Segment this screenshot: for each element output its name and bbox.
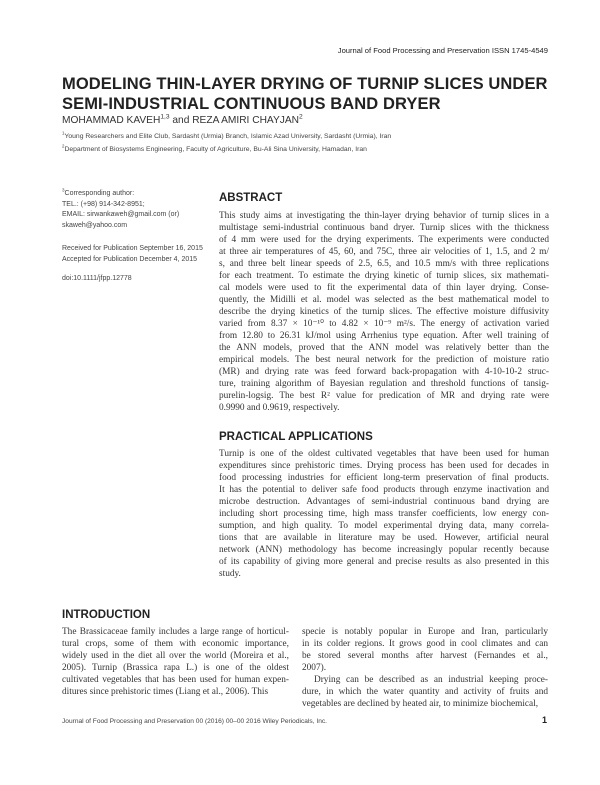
text-line: the ANN models, proved that the ANN model was relatively better than the bbox=[219, 343, 549, 353]
text-line: widely used in the diet all over the world (Moreira et al., bbox=[62, 651, 289, 661]
text-line: ture, training algorithm of Bayesian regulation and threshold functions of tansig- bbox=[219, 379, 549, 389]
accepted-date: Accepted for Publication December 4, 2015 bbox=[62, 255, 198, 263]
author-affiliation-mark: 1,3 bbox=[160, 113, 170, 121]
text-line: specie is notably popular in Europe and Iran, particularly bbox=[302, 627, 548, 637]
paper-title bbox=[62, 74, 548, 114]
publication-dates bbox=[62, 244, 203, 265]
text-line: cal models were used to fit the experimental data of thin layer drying. Conse- bbox=[219, 283, 549, 293]
doi[interactable]: doi:10.1111/jfpp.12778 bbox=[62, 275, 132, 282]
text-line: including short processing time, high mass transfer coefficients, low energy con- bbox=[219, 509, 549, 519]
abstract-heading: ABSTRACT bbox=[219, 192, 283, 204]
text-line: at three air temperatures of 45, 60, and 75C, three air velocities of 1, 1.5, and 2 m/ bbox=[219, 247, 549, 257]
text-line: dure, in which the water quantity and activity of fruits and bbox=[302, 687, 548, 697]
journal-header: Journal of Food Processing and Preservation ISSN 1745-4549 bbox=[337, 46, 548, 55]
author-conjunction: and bbox=[169, 115, 193, 126]
text-line: food processing industries for efficient long-term preservation of final products. bbox=[219, 473, 549, 483]
footer-citation: Journal of Food Processing and Preservation 00 (2016) 00–00 2016 Wiley Periodicals, Inc. bbox=[62, 718, 327, 725]
author-list bbox=[62, 115, 303, 126]
introduction-left-column bbox=[62, 626, 289, 698]
practical-applications-body bbox=[219, 448, 549, 580]
text-line: purelin-logsig. The best R² value for predication of MR and drying rate were bbox=[219, 391, 549, 401]
text-line: network (ANN) methodology has become increasingly popular recently because bbox=[219, 545, 549, 555]
affiliation-text: Department of Biosystems Engineering, Faculty of Agriculture, Bu-Ali Sina University, Hamadan, Iran bbox=[64, 146, 367, 153]
title-line: MODELING THIN-LAYER DRYING OF TURNIP SLICES UNDER bbox=[62, 75, 548, 93]
footnote-mark: 3 bbox=[62, 187, 65, 193]
text-line: 0.9990 and 0.9619, respectively. bbox=[219, 403, 340, 413]
affiliation-mark: 2 bbox=[62, 143, 65, 149]
text-line: from 12.80 to 26.31 kJ/mol using Arrhenius type equation. After well training of bbox=[219, 331, 549, 341]
text-line: study. bbox=[219, 569, 241, 579]
affiliation bbox=[62, 143, 367, 153]
introduction-right-column bbox=[302, 626, 548, 710]
affiliation bbox=[62, 130, 392, 140]
text-line: 2007). bbox=[302, 663, 327, 673]
text-line: for each treatment. To estimate the drying kinetic of turnip slices, six mathemati- bbox=[219, 271, 549, 281]
text-line: 2005). Turnip (Brassica rapa L.) is one of the oldest bbox=[62, 663, 289, 673]
text-line: tions that are available in literature may be used. However, artificial neural bbox=[219, 533, 549, 543]
received-date: Received for Publication September 16, 2015 bbox=[62, 245, 203, 252]
text-line: sumption, and high quality. To model experimental drying data, many correla- bbox=[219, 521, 549, 531]
text-line: quently, the Midilli et al. model was selected as the best mathematical model to bbox=[219, 295, 549, 305]
corresponding-author-note bbox=[62, 189, 179, 231]
author-name: MOHAMMAD KAVEH bbox=[62, 115, 161, 126]
text-line: describe the drying kinetics of the turnip slices. The effective moisture diffusivity bbox=[219, 307, 549, 317]
text-line: varied from 8.37 × 10⁻¹⁰ to 4.82 × 10⁻⁹ m²/s. The energy of activation varied bbox=[219, 319, 549, 329]
author-affiliation-mark: 2 bbox=[299, 113, 303, 121]
text-line: The Brassicaceae family includes a large range of horticul- bbox=[62, 627, 289, 637]
text-line: (MR) and drying rate was feed forward back-propagation with 4-10-10-2 struc- bbox=[219, 367, 549, 377]
affiliation-mark: 1 bbox=[62, 130, 65, 136]
text-line: ditures since prehistoric times (Liang et al., 2006). This bbox=[62, 687, 269, 697]
text-line: Drying can be described as an industrial keeping proce- bbox=[314, 675, 548, 685]
telephone: TEL.: (+98) 914-342-8951; bbox=[62, 200, 145, 208]
text-line: s, and three belt linear speeds of 2.5, 6.5, and 10.5 mm/s with three replications bbox=[219, 259, 549, 269]
introduction-heading: INTRODUCTION bbox=[62, 609, 151, 621]
text-line: expenditures since prehistoric times. Drying process has been used for decades in bbox=[219, 461, 549, 471]
title-line: SEMI-INDUSTRIAL CONTINUOUS BAND DRYER bbox=[62, 95, 441, 113]
text-line: of its capability of giving more general and precise results as also presented in this bbox=[219, 557, 549, 567]
text-line: multistage semi-industrial continuous band dryer. Turnip slices with the thickness bbox=[219, 223, 549, 233]
text-line: of 4 mm were used for the drying experiments. The experiments were conducted bbox=[219, 235, 549, 245]
text-line: in its colder regions. It grows good in cool climates and can bbox=[302, 639, 548, 649]
text-line: empirical models. The best neural network for the prediction of moisture ratio bbox=[219, 355, 549, 365]
text-line: tural crops, some of them with economic importance, bbox=[62, 639, 289, 649]
email[interactable]: EMAIL: sirwankaweh@gmail.com (or) bbox=[62, 211, 180, 218]
text-line: This study aims at investigating the thin-layer drying behavior of turnip slices in a bbox=[219, 211, 549, 221]
text-line: Turnip is one of the oldest cultivated vegetables that have been used for human bbox=[219, 449, 549, 459]
text-line: microbe destruction. Advantages of semi-industrial continuous band drying are bbox=[219, 497, 549, 507]
practical-applications-heading: PRACTICAL APPLICATIONS bbox=[219, 431, 373, 443]
author-name: REZA AMIRI CHAYJAN bbox=[192, 115, 300, 126]
text-line: vegetables are declined by heated air, to minimize biochemical, bbox=[302, 699, 539, 709]
text-line: It has the potential to deliver safe food products through enzyme inactivation and bbox=[219, 485, 549, 495]
page-number: 1 bbox=[542, 715, 548, 725]
corresponding-label: Corresponding author: bbox=[64, 190, 135, 197]
affiliation-text: Young Researchers and Elite Club, Sardasht (Urmia) Branch, Islamic Azad University, Sardasht (Urmia), Iran bbox=[64, 133, 392, 140]
text-line: cultivated vegetables that has been used for human expen- bbox=[62, 675, 289, 685]
abstract-body bbox=[219, 210, 549, 414]
text-line: be stored several months after harvest (Fernandes et al., bbox=[302, 651, 548, 661]
email[interactable]: skaweh@yahoo.com bbox=[62, 221, 128, 229]
